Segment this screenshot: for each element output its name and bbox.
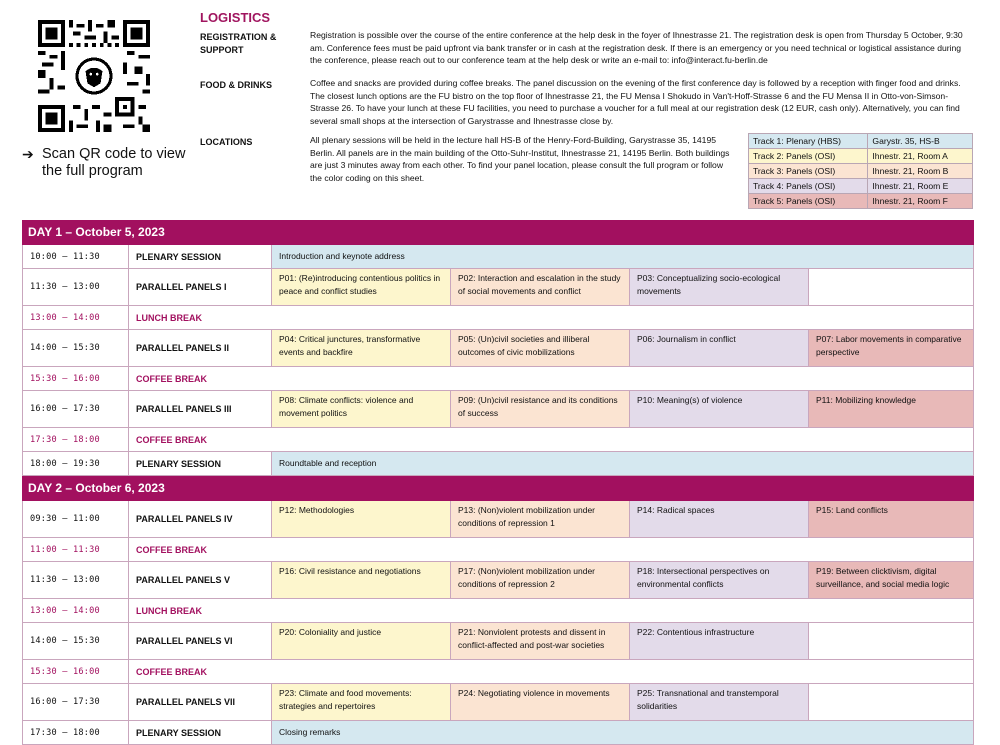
break-spacer [271, 428, 973, 451]
track-row [749, 194, 973, 209]
track-name: Track 4: Panels (OSI) [749, 179, 868, 194]
qr-caption-text: Scan QR code to view the full program [42, 146, 186, 179]
time-slot: 14:00 – 15:30 [23, 623, 129, 659]
session-name: PARALLEL PANELS II [129, 330, 272, 366]
track-name: Track 3: Panels (OSI) [749, 164, 868, 179]
session-name: PARALLEL PANELS VI [129, 623, 272, 659]
session-name: PARALLEL PANELS V [129, 562, 272, 598]
panel-cell[interactable]: P02: Interaction and escalation in the study of social movements and conflict [451, 269, 630, 305]
panel-cell[interactable]: P17: (Non)violent mobilization under conditions of repression 2 [451, 562, 630, 598]
session-name: PARALLEL PANELS VII [129, 684, 272, 720]
plenary-description: Roundtable and reception [272, 452, 973, 475]
empty-cell [809, 684, 973, 720]
break-spacer [271, 660, 973, 683]
time-slot: 10:00 – 11:30 [23, 245, 129, 268]
panel-cell[interactable]: P03: Conceptualizing socio-ecological movements [630, 269, 809, 305]
plenary-description: Introduction and keynote address [272, 245, 973, 268]
schedule [22, 220, 974, 745]
track-legend-table [748, 133, 973, 209]
track-row [749, 179, 973, 194]
session-name: LUNCH BREAK [136, 312, 202, 323]
panel-cell[interactable]: P01: (Re)introducing contentious politics in peace and conflict studies [272, 269, 451, 305]
track-name: Track 1: Plenary (HBS) [749, 134, 868, 149]
day1-header: DAY 1 – October 5, 2023 [22, 220, 974, 245]
panel-cell[interactable]: P07: Labor movements in comparative perspective [809, 330, 973, 366]
time-slot: 09:30 – 11:00 [23, 501, 129, 537]
panel-cell[interactable]: P15: Land conflicts [809, 501, 973, 537]
track-row [749, 134, 973, 149]
panel-cell[interactable]: P11: Mobilizing knowledge [809, 391, 973, 427]
time-slot: 13:00 – 14:00 [23, 599, 129, 622]
panel-cell[interactable]: P12: Methodologies [272, 501, 451, 537]
food-text: Coffee and snacks are provided during coffee breaks. The panel discussion on the evening of the first conference day is followed by a reception with finger food and drinks. The closest lunch options are the FU bistro on the top floor of Ihnestrasse 21, the FU Mensa I Shokudo in Van't-Hoff-Strasse 6 and the FU Mensa II in Otto-von-Simson-Strasse 26. To have your lunch at these FU facilities, you need to purchase a voucher for a full meal at our registration desk (12 EUR, cash only). Alternatively, you can find several small shops at the intersection of Garystrasse and Ihnestrasse close by. [310, 78, 961, 126]
time-slot: 11:30 – 13:00 [23, 269, 129, 305]
session-name: COFFEE BREAK [136, 434, 208, 445]
session-name: COFFEE BREAK [136, 666, 208, 677]
panel-cell[interactable]: P20: Coloniality and justice [272, 623, 451, 659]
panel-cell[interactable]: P09: (Un)civil resistance and its conditions of success [451, 391, 630, 427]
track-location: Ihnestr. 21, Room E [868, 179, 973, 194]
session-row [22, 245, 974, 269]
session-row [22, 391, 974, 428]
session-row [22, 623, 974, 660]
session-row [22, 330, 974, 367]
time-slot: 16:00 – 17:30 [23, 391, 129, 427]
track-location: Ihnestr. 21, Room B [868, 164, 973, 179]
session-name: PARALLEL PANELS I [129, 269, 272, 305]
qr-code[interactable] [38, 20, 150, 132]
track-location: Ihnestr. 21, Room F [868, 194, 973, 209]
panel-cell[interactable]: P16: Civil resistance and negotiations [272, 562, 451, 598]
panel-cell[interactable]: P21: Nonviolent protests and dissent in conflict-affected and post-war societies [451, 623, 630, 659]
panel-cell[interactable]: P06: Journalism in conflict [630, 330, 809, 366]
session-row [22, 452, 974, 476]
panel-cell[interactable]: P05: (Un)civil societies and illiberal outcomes of civic mobilizations [451, 330, 630, 366]
panel-cell[interactable]: P14: Radical spaces [630, 501, 809, 537]
track-name: Track 5: Panels (OSI) [749, 194, 868, 209]
registration-label: REGISTRATION & SUPPORT [200, 32, 277, 55]
session-row [22, 269, 974, 306]
locations-label: LOCATIONS [200, 137, 253, 147]
session-name: COFFEE BREAK [136, 373, 208, 384]
break-row [22, 599, 974, 623]
break-row [22, 428, 974, 452]
session-name: PLENARY SESSION [129, 452, 272, 475]
time-slot: 13:00 – 14:00 [23, 306, 129, 329]
registration-text: Registration is possible over the course of the entire conference at the help desk in the foyer of Ihnestrasse 21. The registration desk is open from Thursday 5 October, 9:30 am. Conference fees must be paid upfront via bank transfer or in cash at the registration desk. If there is an emergency or you need technical or logistical assistance during the conference, please reach out to our conference team at the help desk or write an e-mail to: info@interact.fu-berlin.de [310, 30, 963, 66]
panel-cell[interactable]: P04: Critical junctures, transformative events and backfire [272, 330, 451, 366]
time-slot: 15:30 – 16:00 [23, 367, 129, 390]
panel-cell[interactable]: P24: Negotiating violence in movements [451, 684, 630, 720]
panel-cell[interactable]: P25: Transnational and transtemporal solidarities [630, 684, 809, 720]
empty-cell [809, 269, 973, 305]
panel-cell[interactable]: P18: Intersectional perspectives on environmental conflicts [630, 562, 809, 598]
food-label: FOOD & DRINKS [200, 80, 272, 90]
session-row [22, 562, 974, 599]
time-slot: 18:00 – 19:30 [23, 452, 129, 475]
session-name: PLENARY SESSION [129, 245, 272, 268]
session-row [22, 501, 974, 538]
time-slot: 16:00 – 17:30 [23, 684, 129, 720]
break-spacer [271, 306, 973, 329]
logistics-title: LOGISTICS [200, 10, 271, 25]
track-location: Garystr. 35, HS-B [868, 134, 973, 149]
panel-cell[interactable]: P08: Climate conflicts: violence and movement politics [272, 391, 451, 427]
break-row [22, 660, 974, 684]
time-slot: 17:30 – 18:00 [23, 428, 129, 451]
break-row [22, 306, 974, 330]
session-name: COFFEE BREAK [136, 544, 208, 555]
session-name: PARALLEL PANELS III [129, 391, 272, 427]
panel-cell[interactable]: P13: (Non)violent mobilization under conditions of repression 1 [451, 501, 630, 537]
track-name: Track 2: Panels (OSI) [749, 149, 868, 164]
session-name: PLENARY SESSION [129, 721, 272, 744]
time-slot: 17:30 – 18:00 [23, 721, 129, 744]
plenary-description: Closing remarks [272, 721, 973, 744]
time-slot: 14:00 – 15:30 [23, 330, 129, 366]
panel-cell[interactable]: P22: Contentious infrastructure [630, 623, 809, 659]
time-slot: 11:30 – 13:00 [23, 562, 129, 598]
panel-cell[interactable]: P19: Between clicktivism, digital surveillance, and social media logic [809, 562, 973, 598]
time-slot: 15:30 – 16:00 [23, 660, 129, 683]
track-location: Ihnestr. 21, Room A [868, 149, 973, 164]
break-row [22, 538, 974, 562]
qr-caption [22, 146, 197, 180]
panel-cell[interactable]: P23: Climate and food movements: strategies and repertoires [272, 684, 451, 720]
track-row [749, 149, 973, 164]
arrow-right-icon: ➔ [22, 146, 34, 162]
locations-text: All plenary sessions will be held in the lecture hall HS-B of the Henry-Ford-Building, Garystrasse 35, 14195 Berlin. All panels are in the main building of the Otto-Suhr-Institut, Ihnestrasse 21, 14195 Berlin. Both buildings are just 3 minutes away from each other. To find your panel location, please consult the full program or follow the color coding on this sheet. [310, 135, 730, 183]
session-name: LUNCH BREAK [136, 605, 202, 616]
break-spacer [271, 367, 973, 390]
session-name: PARALLEL PANELS IV [129, 501, 272, 537]
track-row [749, 164, 973, 179]
time-slot: 11:00 – 11:30 [23, 538, 129, 561]
break-row [22, 367, 974, 391]
break-spacer [271, 599, 973, 622]
session-row [22, 684, 974, 721]
break-spacer [271, 538, 973, 561]
panel-cell[interactable]: P10: Meaning(s) of violence [630, 391, 809, 427]
day2-header: DAY 2 – October 6, 2023 [22, 476, 974, 501]
session-row [22, 721, 974, 745]
empty-cell [809, 623, 973, 659]
